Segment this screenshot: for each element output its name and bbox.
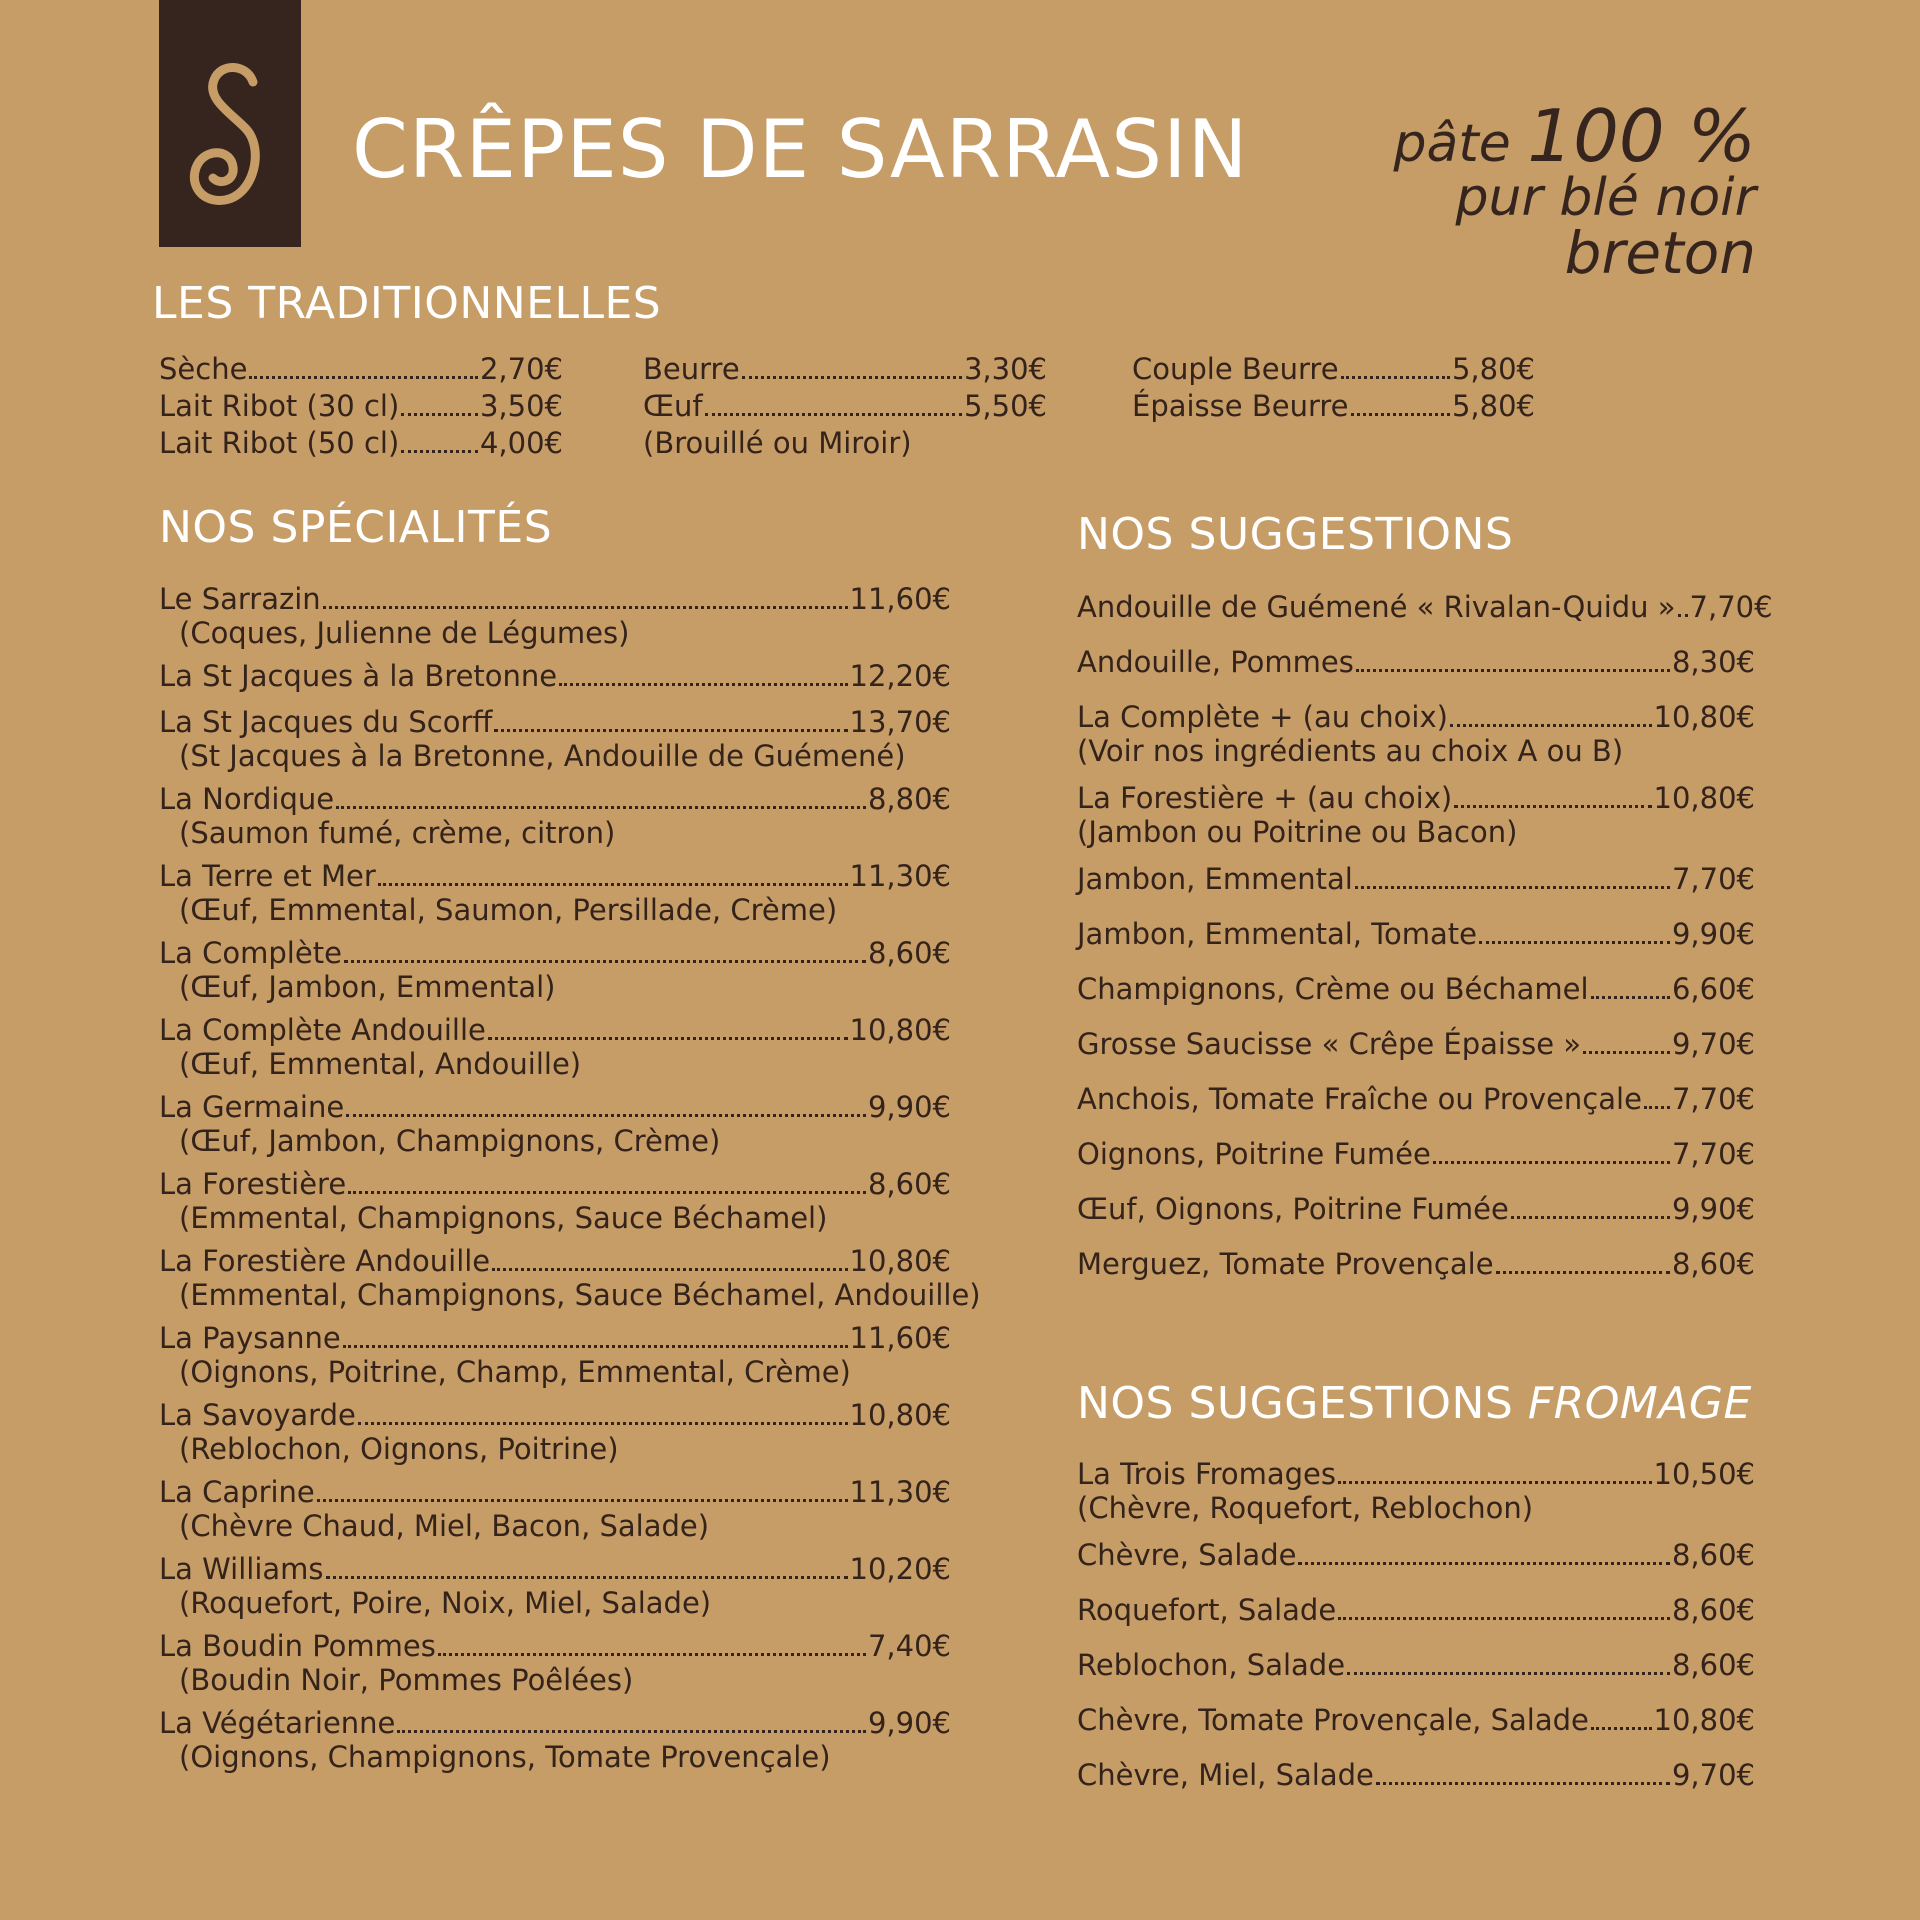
item-price: 7,70€ <box>1689 590 1773 624</box>
dot-leader <box>401 413 478 416</box>
menu-item <box>1077 1757 1755 1794</box>
menu-item <box>159 1320 951 1387</box>
item-name: La Germaine <box>159 1090 345 1124</box>
item-name: La Paysanne <box>159 1321 341 1355</box>
item-description: (Coques, Julienne de Légumes) <box>179 616 630 650</box>
menu-item <box>1077 1647 1755 1684</box>
menu-item-row <box>1077 1592 1755 1629</box>
item-price: 10,50€ <box>1653 1457 1755 1491</box>
dot-leader <box>1496 1271 1670 1274</box>
menu-item-row <box>643 388 1047 425</box>
item-price: 12,20€ <box>849 659 951 693</box>
dot-leader <box>1338 1617 1670 1620</box>
menu-item-row <box>1077 971 1755 1008</box>
dot-leader <box>317 1499 848 1502</box>
item-price: 8,60€ <box>867 936 951 970</box>
menu-item <box>159 858 951 925</box>
item-price: 10,80€ <box>849 1398 951 1432</box>
menu-item <box>1077 1702 1755 1739</box>
suggestions-list <box>1077 589 1773 1301</box>
dot-leader <box>705 413 962 416</box>
item-price: 7,70€ <box>1671 1082 1755 1116</box>
item-price: 11,60€ <box>849 1321 951 1355</box>
item-price: 3,30€ <box>963 352 1047 386</box>
fromage-heading-text: NOS SUGGESTIONS <box>1077 1378 1514 1429</box>
menu-item-row <box>159 1243 951 1280</box>
brouille-note: (Brouillé ou Miroir) <box>643 426 912 460</box>
item-description: (Jambon ou Poitrine ou Bacon) <box>1077 815 1518 849</box>
item-name: La Végétarienne <box>159 1706 396 1740</box>
specialites-heading: NOS SPÉCIALITÉS <box>159 502 553 553</box>
menu-item <box>1077 971 1755 1008</box>
item-price: 7,70€ <box>1671 862 1755 896</box>
traditionnelles-heading: LES TRADITIONNELLES <box>152 278 662 329</box>
dot-leader <box>348 1191 866 1194</box>
item-price: 7,70€ <box>1671 1137 1755 1171</box>
menu-item-row <box>1077 1026 1755 1063</box>
menu-item-row <box>159 1320 951 1357</box>
menu-item <box>1077 1456 1755 1523</box>
menu-item-row <box>1077 780 1755 817</box>
item-name: Œuf <box>643 389 703 423</box>
item-name: Oignons, Poitrine Fumée <box>1077 1137 1431 1171</box>
menu-item <box>159 658 951 695</box>
item-description: (Oignons, Poitrine, Champ, Emmental, Crème) <box>179 1355 851 1389</box>
item-description: (Chèvre Chaud, Miel, Bacon, Salade) <box>179 1509 710 1543</box>
item-description: (Roquefort, Poire, Noix, Miel, Salade) <box>179 1586 712 1620</box>
item-name: La Complète + (au choix) <box>1077 700 1448 734</box>
menu-item <box>1077 861 1755 898</box>
item-name: La Terre et Mer <box>159 859 376 893</box>
dot-leader <box>1298 1562 1670 1565</box>
tagline-line3: breton <box>1564 219 1756 287</box>
menu-item <box>1077 1592 1755 1629</box>
dot-leader <box>344 960 866 963</box>
item-price: 8,60€ <box>867 1167 951 1201</box>
item-name: Chèvre, Tomate Provençale, Salade <box>1077 1703 1589 1737</box>
menu-item-row <box>1132 351 1535 388</box>
item-price: 8,60€ <box>1671 1247 1755 1281</box>
item-name: Grosse Saucisse « Crêpe Épaisse » <box>1077 1027 1582 1061</box>
dot-leader <box>378 883 848 886</box>
dot-leader <box>1376 1782 1670 1785</box>
item-name: Andouille, Pommes <box>1077 645 1354 679</box>
dot-leader <box>742 376 962 379</box>
menu-item <box>1077 699 1755 766</box>
fromage-list <box>1077 1456 1755 1812</box>
item-price: 6,60€ <box>1671 972 1755 1006</box>
item-price: 11,60€ <box>849 582 951 616</box>
dot-leader <box>492 1268 847 1271</box>
menu-item-row <box>159 1551 951 1588</box>
s-logo-icon <box>159 0 301 247</box>
item-price: 10,80€ <box>1653 781 1755 815</box>
page-title: CRÊPES DE SARRASIN <box>352 103 1249 196</box>
menu-item-row <box>159 935 951 972</box>
item-price: 11,30€ <box>849 859 951 893</box>
dot-leader <box>1347 1672 1670 1675</box>
dot-leader <box>1454 805 1651 808</box>
item-description: (Reblochon, Oignons, Poitrine) <box>179 1432 619 1466</box>
dot-leader <box>326 1576 848 1579</box>
dot-leader <box>346 1114 866 1117</box>
fromage-heading <box>1077 1379 1752 1429</box>
item-name: La Forestière <box>159 1167 347 1201</box>
item-description: (Saumon fumé, crème, citron) <box>179 816 616 850</box>
item-name: La Forestière + (au choix) <box>1077 781 1453 815</box>
menu-item <box>159 704 951 771</box>
menu-item <box>159 581 951 648</box>
dot-leader <box>1433 1161 1670 1164</box>
menu-item-row <box>1077 589 1773 626</box>
item-name: Chèvre, Salade <box>1077 1538 1297 1572</box>
traditionnelles-col1 <box>159 351 563 462</box>
item-price: 9,90€ <box>867 1090 951 1124</box>
menu-item-row <box>1077 1702 1755 1739</box>
menu-item-row <box>1077 1456 1755 1493</box>
item-name: Lait Ribot (30 cl) <box>159 389 400 423</box>
menu-item <box>1077 589 1773 626</box>
item-price: 9,70€ <box>1671 1027 1755 1061</box>
dot-leader <box>1450 724 1652 727</box>
item-price: 10,80€ <box>1653 1703 1755 1737</box>
specialites-list <box>159 581 981 1782</box>
menu-item-row <box>159 781 951 818</box>
item-price: 8,80€ <box>867 782 951 816</box>
suggestions-heading: NOS SUGGESTIONS <box>1077 509 1514 560</box>
item-name: La Complète Andouille <box>159 1013 486 1047</box>
item-price: 11,30€ <box>849 1475 951 1509</box>
item-price: 5,80€ <box>1451 352 1535 386</box>
item-name: Chèvre, Miel, Salade <box>1077 1758 1374 1792</box>
dot-leader <box>1355 886 1670 889</box>
item-description: (Emmental, Champignons, Sauce Béchamel, Andouille) <box>179 1278 981 1312</box>
menu-item-row <box>159 658 951 695</box>
menu-item <box>159 1551 951 1618</box>
item-description: (Chèvre, Roquefort, Reblochon) <box>1077 1491 1534 1525</box>
menu-item <box>159 1089 951 1156</box>
menu-item-row <box>159 351 563 388</box>
dot-leader <box>559 683 847 686</box>
item-price: 9,90€ <box>867 1706 951 1740</box>
dot-leader <box>494 729 847 732</box>
item-name: Beurre <box>643 352 740 386</box>
dot-leader <box>336 806 866 809</box>
traditionnelles-col2 <box>643 351 1047 462</box>
item-name: Champignons, Crème ou Béchamel <box>1077 972 1589 1006</box>
menu-item-row <box>159 704 951 741</box>
item-name: Reblochon, Salade <box>1077 1648 1346 1682</box>
dot-leader <box>1351 413 1450 416</box>
item-price: 2,70€ <box>479 352 563 386</box>
traditionnelles-col3 <box>1132 351 1535 425</box>
item-price: 7,40€ <box>867 1629 951 1663</box>
menu-item-row <box>1077 699 1755 736</box>
menu-item-row <box>1132 388 1535 425</box>
item-name: Jambon, Emmental, Tomate <box>1077 917 1477 951</box>
menu-item-row <box>1077 1246 1755 1283</box>
dot-leader <box>323 606 848 609</box>
item-name: La Nordique <box>159 782 335 816</box>
item-name: La St Jacques à la Bretonne <box>159 659 558 693</box>
item-name: Sèche <box>159 352 248 386</box>
menu-item-row <box>643 351 1047 388</box>
item-name: La Williams <box>159 1552 324 1586</box>
item-name: Roquefort, Salade <box>1077 1593 1337 1627</box>
dot-leader <box>397 1730 866 1733</box>
dot-leader <box>1479 941 1670 944</box>
item-price: 13,70€ <box>849 705 951 739</box>
menu-item-row <box>1077 1757 1755 1794</box>
dot-leader <box>488 1037 848 1040</box>
menu-item-row <box>1077 1647 1755 1684</box>
item-name: La Trois Fromages <box>1077 1457 1336 1491</box>
menu-item-row <box>1077 916 1755 953</box>
item-description: (Œuf, Jambon, Emmental) <box>179 970 556 1004</box>
item-description: (Œuf, Emmental, Andouille) <box>179 1047 582 1081</box>
item-description: (Voir nos ingrédients au choix A ou B) <box>1077 734 1624 768</box>
item-price: 5,80€ <box>1451 389 1535 423</box>
item-name: Lait Ribot (50 cl) <box>159 426 400 460</box>
dot-leader <box>1338 1481 1652 1484</box>
item-price: 10,80€ <box>849 1013 951 1047</box>
logo <box>159 0 301 247</box>
menu-item <box>1077 780 1755 847</box>
dot-leader <box>401 450 478 453</box>
item-description: (Oignons, Champignons, Tomate Provençale) <box>179 1740 831 1774</box>
menu-item <box>159 781 951 848</box>
menu-item-row <box>1077 1191 1755 1228</box>
menu-item-row <box>159 581 951 618</box>
dot-leader <box>1583 1051 1670 1054</box>
item-name: Le Sarrazin <box>159 582 321 616</box>
menu-item <box>1077 916 1755 953</box>
item-description: (St Jacques à la Bretonne, Andouille de Guémené) <box>179 739 906 773</box>
item-price: 8,60€ <box>1671 1648 1755 1682</box>
dot-leader <box>1678 614 1688 617</box>
item-name: La Complète <box>159 936 342 970</box>
item-name: Épaisse Beurre <box>1132 389 1349 423</box>
item-name: La Forestière Andouille <box>159 1244 491 1278</box>
tagline-percent: 100 % <box>1527 94 1756 178</box>
item-name: Jambon, Emmental <box>1077 862 1353 896</box>
item-price: 3,50€ <box>479 389 563 423</box>
item-name: Andouille de Guémené « Rivalan-Quidu » <box>1077 590 1676 624</box>
item-description: (Emmental, Champignons, Sauce Béchamel) <box>179 1201 828 1235</box>
menu-item <box>1077 1136 1755 1173</box>
item-price: 8,30€ <box>1671 645 1755 679</box>
menu-item-row <box>1077 1537 1755 1574</box>
item-price: 8,60€ <box>1671 1593 1755 1627</box>
menu-item-row <box>1077 861 1755 898</box>
menu-item-row <box>159 858 951 895</box>
item-price: 5,50€ <box>963 389 1047 423</box>
item-name: La Savoyarde <box>159 1398 356 1432</box>
dot-leader <box>438 1653 866 1656</box>
menu-item-row <box>159 388 563 425</box>
menu-item <box>159 1397 951 1464</box>
dot-leader <box>1511 1216 1670 1219</box>
menu-item-row <box>159 1628 951 1665</box>
item-description: (Œuf, Jambon, Champignons, Crème) <box>179 1124 721 1158</box>
menu-item <box>159 1243 981 1312</box>
item-name: Anchois, Tomate Fraîche ou Provençale <box>1077 1082 1642 1116</box>
item-price: 9,70€ <box>1671 1758 1755 1792</box>
menu-item-row <box>159 1397 951 1434</box>
fromage-heading-italic: FROMAGE <box>1527 1378 1752 1429</box>
menu-item-row <box>159 1166 951 1203</box>
item-description: (Boudin Noir, Pommes Poêlées) <box>179 1663 634 1697</box>
item-name: La Boudin Pommes <box>159 1629 436 1663</box>
menu-item <box>1077 1246 1755 1283</box>
item-price: 4,00€ <box>479 426 563 460</box>
item-price: 9,90€ <box>1671 1192 1755 1226</box>
dot-leader <box>358 1422 848 1425</box>
menu-item-row <box>159 425 563 462</box>
item-price: 9,90€ <box>1671 917 1755 951</box>
dot-leader <box>343 1345 848 1348</box>
menu-item-row <box>1077 1081 1755 1118</box>
menu-item-row <box>159 1474 951 1511</box>
item-price: 10,80€ <box>849 1244 951 1278</box>
menu-item <box>1077 1081 1755 1118</box>
tagline-pate: pâte <box>1393 114 1511 174</box>
dot-leader <box>1591 1727 1652 1730</box>
menu-item <box>1077 1537 1755 1574</box>
tagline <box>1393 94 1756 287</box>
menu-item <box>1077 644 1755 681</box>
dot-leader <box>1341 376 1450 379</box>
dot-leader <box>1644 1106 1670 1109</box>
menu-item <box>159 1012 951 1079</box>
item-name: Œuf, Oignons, Poitrine Fumée <box>1077 1192 1509 1226</box>
menu-item <box>159 1166 951 1233</box>
item-name: La Caprine <box>159 1475 315 1509</box>
menu-item <box>159 935 951 1002</box>
item-price: 8,60€ <box>1671 1538 1755 1572</box>
tagline-line2: pur blé noir <box>1455 168 1756 228</box>
menu-item <box>1077 1026 1755 1063</box>
menu-item-row <box>1077 1136 1755 1173</box>
dot-leader <box>249 376 478 379</box>
menu-item-row <box>159 1089 951 1126</box>
menu-item <box>1077 1191 1755 1228</box>
menu-item-row <box>159 1012 951 1049</box>
dot-leader <box>1591 996 1670 999</box>
menu-item <box>159 1474 951 1541</box>
menu-item-row <box>1077 644 1755 681</box>
menu-item-row <box>159 1705 951 1742</box>
menu-item <box>159 1705 951 1772</box>
menu-item <box>159 1628 951 1695</box>
item-price: 10,20€ <box>849 1552 951 1586</box>
item-name: Couple Beurre <box>1132 352 1339 386</box>
item-description: (Œuf, Emmental, Saumon, Persillade, Crème) <box>179 893 838 927</box>
item-name: La St Jacques du Scorff <box>159 705 493 739</box>
item-price: 10,80€ <box>1653 700 1755 734</box>
dot-leader <box>1356 669 1670 672</box>
item-name: Merguez, Tomate Provençale <box>1077 1247 1494 1281</box>
